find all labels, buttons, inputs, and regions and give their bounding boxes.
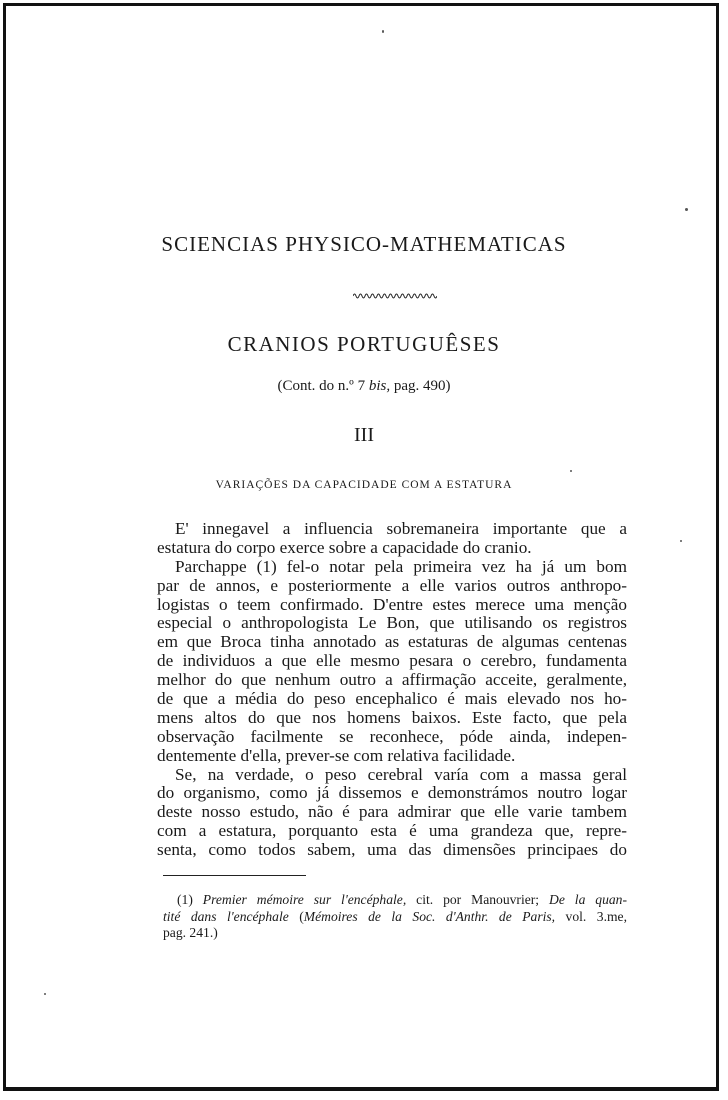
body-line: Parchappe (1) fel-o notar pela primeira vez ha já um bom [175, 556, 627, 576]
continuation-note [0, 378, 728, 395]
footnote [163, 892, 627, 942]
body-line: Se, na verdade, o peso cerebral varía com a massa geral [175, 764, 627, 784]
footnote-text: ( [288, 908, 304, 924]
body-line: melhor do que nenhum outro a affirmação acceite, geralmente, [157, 670, 627, 690]
paper-speck [685, 208, 688, 211]
body-line: com a estatura, porquanto esta é uma grandeza que, repre- [157, 821, 627, 841]
chapter-subtitle: VARIAÇÕES DA CAPACIDADE COM A ESTATURA [215, 479, 513, 491]
footnote-italic: Mémoires de la Soc. d'Anthr. de Paris, [303, 908, 556, 924]
chapter-numeral: III [354, 424, 374, 446]
continuation-italic: bis, [368, 378, 391, 394]
footnote-marker: (1) [177, 892, 203, 907]
body-line: de que a média do peso encephalico é mais elevado nos ho- [157, 689, 627, 709]
footnote-line: pag. 241.) [163, 925, 218, 940]
footnote-text: cit. por Manouvrier; [406, 892, 550, 907]
article-title: CRANIOS PORTUGUÊSES [227, 332, 501, 356]
paper-speck [570, 470, 572, 472]
body-line: de individuos a que elle mesmo pesara o cerebro, fundamenta [157, 651, 627, 671]
footnote-line [163, 909, 627, 926]
paper-speck [382, 30, 384, 33]
body-line: observação facilmente se reconhece, póde ainda, indepen- [157, 726, 627, 746]
body-line: E' innegavel a influencia sobremaneira importante que a [175, 519, 627, 538]
section-heading: SCIENCIAS PHYSICO-MATHEMATICAS [161, 232, 567, 256]
paper-speck [680, 540, 682, 542]
body-text [157, 520, 627, 860]
body-line: dentemente d'ella, prever-se com relativa facilidade. [157, 745, 516, 765]
body-line: mens altos do que nos homens baixos. Este facto, que pela [157, 707, 627, 727]
footnote-line [163, 892, 627, 909]
body-line: especial o anthropologista Le Bon, que utilisando os registros [157, 613, 627, 633]
body-line: deste nosso estudo, não é para admirar que elle varie tambem [157, 802, 627, 822]
footnote-italic: De la quan- [549, 892, 628, 907]
body-line: logistas o teem confirmado. D'entre estes merece uma menção [157, 594, 627, 614]
wavy-ornament-divider [353, 292, 437, 300]
footnote-italic: Premier mémoire sur l'encéphale, [202, 892, 407, 907]
continuation-prefix: (Cont. do n.º 7 [277, 378, 369, 394]
body-line: do organismo, como já dissemos e demonstrámos noutro logar [157, 783, 627, 803]
body-line: estatura do corpo exerce sobre a capacidade do cranio. [157, 537, 532, 557]
footnote-italic: tité dans l'encéphale [163, 908, 289, 924]
paper-speck [44, 993, 46, 995]
body-line: em que Broca tinha annotado as estaturas de algumas centenas [157, 632, 627, 652]
footnote-rule [163, 875, 306, 876]
continuation-suffix: pag. 490) [390, 378, 451, 394]
body-line: par de annos, e posteriormente a elle varios outros anthropo- [157, 575, 627, 595]
body-line: senta, como todos sabem, uma das dimensões principaes do [157, 840, 627, 860]
footnote-text: vol. 3.me, [555, 908, 627, 924]
